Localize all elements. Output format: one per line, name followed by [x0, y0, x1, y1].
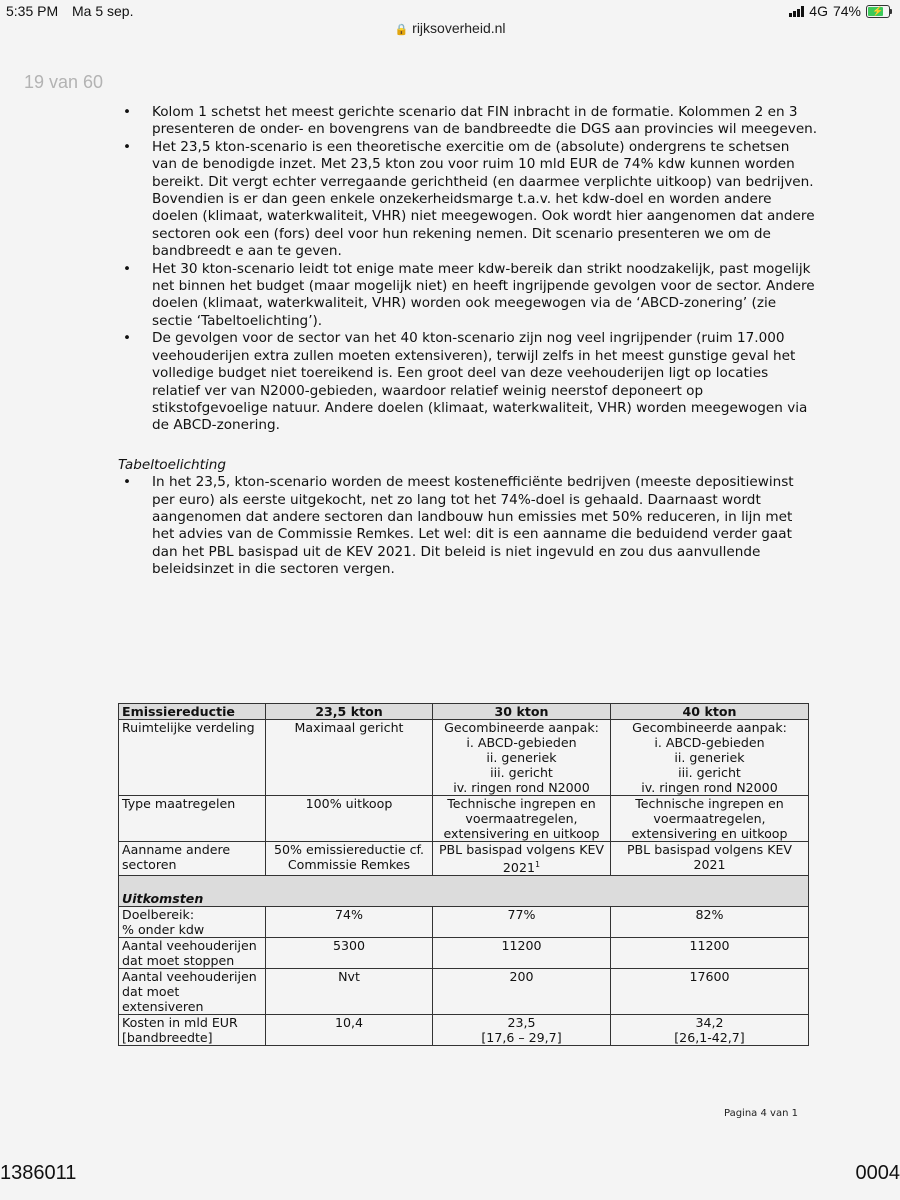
table-cell: 11200 [433, 938, 611, 969]
list-item: • Het 30 kton-scenario leidt tot enige mate meer kdw-bereik dan strikt noodzakelijk, past mogelijk net binnen het budget (maar mogelijk niet) en heeft ingrijpende gevolgen voor de sector. Andere doelen (klimaat, waterkwaliteit, VHR) worden ook meegewogen via de ‘ABCD-zonering’ (zie sectie ‘Tabeltoelichting’). [118, 261, 818, 331]
table-cell: Nvt [266, 969, 433, 1015]
table-row [119, 842, 809, 876]
table-cell: Technische ingrepen en voermaatregelen, extensivering en uitkoop [611, 796, 809, 842]
table-row [119, 796, 809, 842]
table-row [119, 907, 809, 938]
table-cell: 74% [266, 907, 433, 938]
header-cell: 30 kton [433, 704, 611, 720]
table-row [119, 1015, 809, 1046]
table-cell: Technische ingrepen en voermaatregelen, extensivering en uitkoop [433, 796, 611, 842]
table-cell: PBL basispad volgens KEV 2021 [611, 842, 809, 876]
header-cell: 40 kton [611, 704, 809, 720]
header-cell: Emissiereductie [119, 704, 266, 720]
page-footer: Pagina 4 van 1 [724, 1108, 798, 1119]
list-item: • Kolom 1 schetst het meest gerichte scenario dat FIN inbracht in de formatie. Kolommen 2 en 3 presenteren de onder- en bovengrens van de bandbreedte die DGS aan provincies wil meegeven. [118, 104, 818, 139]
table-cell: 17600 [611, 969, 809, 1015]
table-cell: 5300 [266, 938, 433, 969]
table-row [119, 969, 809, 1015]
battery-percent: 74% [832, 3, 861, 19]
footnote-marker: 1 [534, 860, 541, 869]
row-label: Kosten in mld EUR [bandbreedte] [119, 1015, 266, 1046]
table-row [119, 720, 809, 796]
sub-bullet-list [118, 474, 818, 578]
row-label: Type maatregelen [119, 796, 266, 842]
table-cell: Gecombineerde aanpak: i. ABCD-gebieden ii. generiek iii. gericht iv. ringen rond N2000 [433, 720, 611, 796]
header-cell: 23,5 kton [266, 704, 433, 720]
table-cell: 200 [433, 969, 611, 1015]
row-label: Ruimtelijke verdeling [119, 720, 266, 796]
table-cell: 82% [611, 907, 809, 938]
doc-number-left: 1386011 [0, 1162, 77, 1184]
table-cell: Gecombineerde aanpak: i. ABCD-gebieden ii. generiek iii. gericht iv. ringen rond N2000 [611, 720, 809, 796]
list-item: • De gevolgen voor de sector van het 40 kton-scenario zijn nog veel ingrijpender (ruim 17.000 veehouderijen extra zullen moeten extensiveren), terwijl zelfs in het meest gunstige geval het volledige budget niet toereikend is. Een groot deel van deze veehouderijen ligt op locaties relatief ver van N2000-gebieden, waardoor relatief weinig neerstof deponeert op stikstofgevoelige natuur. Andere doelen (klimaat, waterkwaliteit, VHR) worden meegewogen via de ABCD-zonering. [118, 330, 818, 434]
row-label: Aanname andere sectoren [119, 842, 266, 876]
doc-number-right: 0004 [855, 1162, 900, 1184]
section-label: Uitkomsten [119, 876, 809, 907]
table-cell: Maximaal gericht [266, 720, 433, 796]
network-label: 4G [809, 3, 828, 19]
subheading: Tabeltoelichting [118, 456, 226, 473]
address-bar[interactable] [0, 20, 900, 42]
table-cell: 77% [433, 907, 611, 938]
list-item: • In het 23,5, kton-scenario worden de meest kostenefficiënte bedrijven (meeste depositiewinst per euro) als eerste uitgekocht, net zo lang tot het 74%-doel is gehaald. Daarnaast wordt aangenomen dat andere sectoren dan landbouw hun emissies met 50% reduceren, in lijn met het advies van de Commissie Remkes. Let wel: dit is een aanname die beduidend verder gaat dan het PBL basispad uit de KEV 2021. Dit beleid is niet ingevuld en zou dus aanvullende beleidsinzet in die sectoren vergen. [118, 474, 818, 578]
table-cell: PBL basispad volgens KEV 2021$^1$ [433, 842, 611, 876]
table-cell: 100% uitkoop [266, 796, 433, 842]
lock-icon: 🔒 [394, 24, 409, 36]
table-cell: 11200 [611, 938, 809, 969]
table-row [119, 938, 809, 969]
status-indicators [789, 3, 890, 19]
section-row [119, 876, 809, 907]
row-label: Doelbereik: % onder kdw [119, 907, 266, 938]
table-cell: 34,2 [26,1-42,7] [611, 1015, 809, 1046]
table-cell: 23,5 [17,6 – 29,7] [433, 1015, 611, 1046]
row-label: Aantal veehouderijen dat moet extensiveren [119, 969, 266, 1015]
bullet-list [118, 104, 818, 435]
table-cell: 50% emissiereductie cf. Commissie Remkes [266, 842, 433, 876]
list-item: • Het 23,5 kton-scenario is een theoretische exercitie om de (absolute) ondergrens te schetsen van de benodigde inzet. Met 23,5 kton zou voor ruim 10 mld EUR de 74% kdw kunnen worden bereikt. Dit vergt echter verregaande gerichtheid (en daarmee verplichte uitkoop) van bedrijven. Bovendien is er dan geen enkele onzekerheidsmarge t.a.v. het kdw-doel en worden andere doelen (klimaat, waterkwaliteit, VHR) niet meegewogen. Ook wordt hier aangenomen dat andere sectoren ook een (fors) deel voor hun rekening nemen. Dit scenario presenteren we om de bandbreedt e aan te geven. [118, 139, 818, 261]
document-body [118, 104, 818, 579]
status-bar [0, 0, 900, 22]
battery-icon: ⚡ [866, 5, 890, 18]
scenario-table [118, 703, 809, 1046]
table-header [119, 704, 809, 720]
status-time: 5:35 PM [6, 3, 59, 19]
page-indicator: 19 van 60 [24, 72, 104, 92]
status-date: Ma 5 sep. [72, 3, 134, 19]
table-cell: 10,4 [266, 1015, 433, 1046]
row-label: Aantal veehouderijen dat moet stoppen [119, 938, 266, 969]
signal-icon [789, 5, 804, 17]
url-text: rijksoverheid.nl [412, 20, 506, 36]
